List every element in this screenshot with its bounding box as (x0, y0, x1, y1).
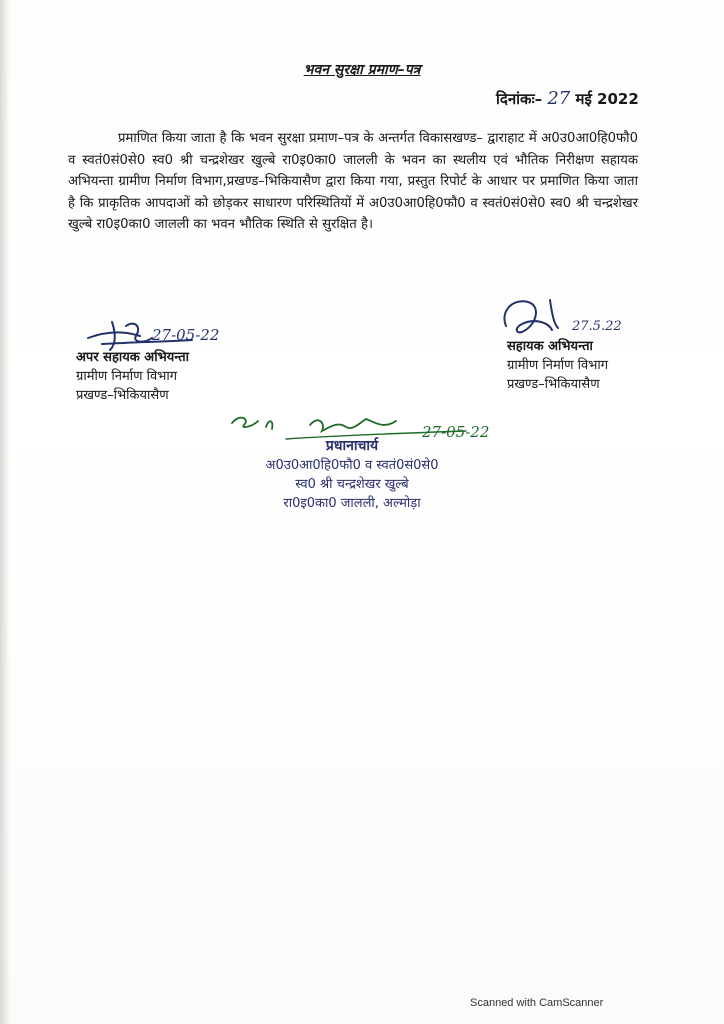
right-signatory-role: सहायक अभियन्ता (507, 339, 593, 354)
scanner-watermark: Scanned with CamScanner (470, 997, 604, 1009)
right-signatory-department: ग्रामीण निर्माण विभाग (507, 358, 609, 373)
center-signature-date: 27-05-22 (422, 423, 490, 441)
left-signatory-division: प्रखण्ड–भिकियासैण (76, 388, 169, 403)
principal-stamp-block (252, 437, 452, 513)
page-edge-shadow (0, 0, 10, 1024)
right-signatory-division: प्रखण्ड–भिकियासैण (507, 377, 600, 392)
certificate-body (68, 128, 638, 236)
principal-role: प्रधानाचार्य (325, 438, 379, 454)
document-date (496, 88, 639, 109)
right-signatory-block (507, 337, 608, 394)
right-signature-scribble (492, 292, 642, 342)
left-signatory-block (76, 348, 189, 405)
left-signature-date: 27-05-22 (152, 326, 220, 344)
date-label: दिनांकः– (496, 90, 543, 108)
principal-location-line: रा0इ0का0 जालली, अल्मोड़ा (283, 496, 421, 511)
principal-name-line: स्व0 श्री चन्द्रशेखर खुल्बे (295, 477, 409, 492)
left-signatory-department: ग्रामीण निर्माण विभाग (76, 369, 178, 384)
principal-school-line: अ0उ0आ0हि0फौ0 व स्वतं0सं0से0 (265, 458, 439, 473)
document-title: भवन सुरक्षा प्रमाण–पत्र (303, 62, 421, 78)
right-signature-date: 27.5.22 (572, 319, 622, 334)
body-paragraph: प्रमाणित किया जाता है कि भवन सुरक्षा प्रमाण–पत्र के अन्तर्गत विकासखण्ड– द्वाराहाट में अ0उ0आ0हि0फौ0 व स्वतं0सं0से0 स्व0 श्री चन्द्रशेखर खुल्बे रा0इ0का0 जालली के भवन का स्थलीय एवं भौतिक निरीक्षण सहायक अभियन्ता ग्रामीण निर्माण विभाग,प्रखण्ड–भिकियासैण द्वारा किया गया, प्रस्तुत रिपोर्ट के आधार पर प्रमाणित किया जाता है कि प्राकृतिक आपदाओं को छोड़कर साधारण परिस्थितियों में अ0उ0आ0हि0फौ0 व स्वतं0सं0से0 स्व0 श्री चन्द्रशेखर खुल्बे रा0इ0का0 जालली का भवन भौतिक स्थिति से सुरक्षित है। (68, 131, 638, 232)
date-day-handwritten: 27 (547, 88, 571, 109)
left-signatory-role: अपर सहायक अभियन्ता (76, 350, 190, 365)
date-month-year: मई 2022 (575, 90, 639, 108)
